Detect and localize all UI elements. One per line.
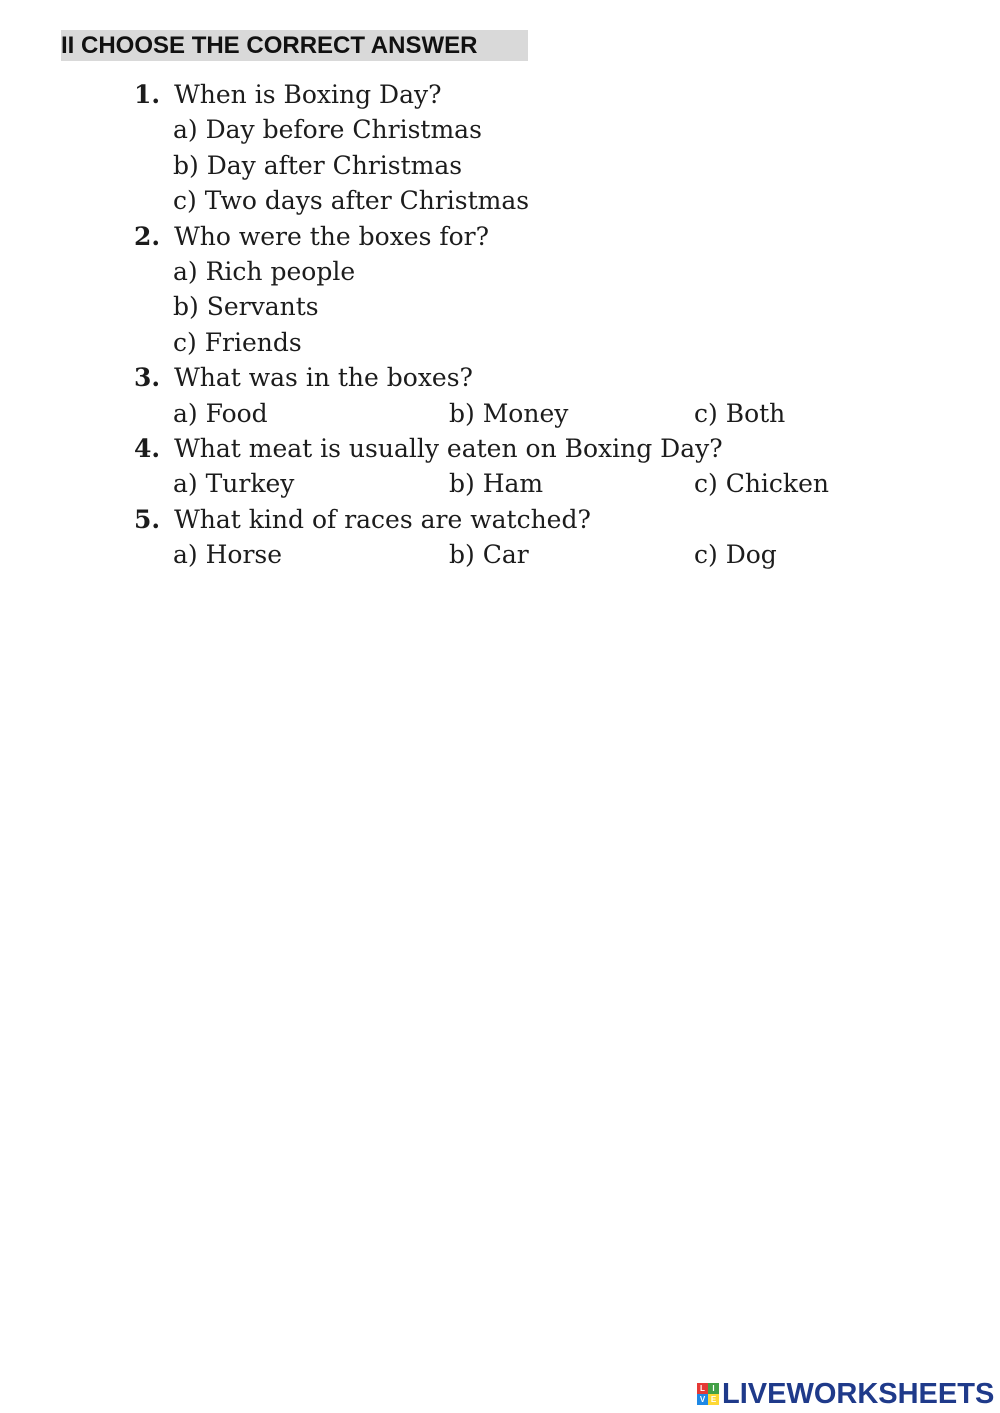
question-number: 1. [134, 80, 161, 109]
logo-mark-letter: V [697, 1394, 708, 1405]
option-4c[interactable]: c) Chicken [694, 469, 829, 498]
option-1a[interactable]: a) Day before Christmas [173, 115, 482, 144]
question-number: 5. [134, 505, 161, 534]
option-1b[interactable]: b) Day after Christmas [173, 151, 463, 180]
option-3b[interactable]: b) Money [449, 399, 569, 428]
option-2c[interactable]: c) Friends [173, 328, 302, 357]
option-2b[interactable]: b) Servants [173, 292, 319, 321]
question-number: 4. [134, 434, 161, 463]
option-5a[interactable]: a) Horse [173, 540, 283, 569]
question-text: When is Boxing Day? [174, 80, 442, 109]
option-5c[interactable]: c) Dog [694, 540, 777, 569]
liveworksheets-logo [697, 1379, 994, 1409]
logo-mark-letter: E [708, 1394, 719, 1405]
question-4 [134, 433, 723, 465]
logo-mark-letter: I [708, 1383, 719, 1394]
question-2 [134, 221, 489, 253]
section-heading: II CHOOSE THE CORRECT ANSWER [61, 30, 528, 61]
question-5 [134, 504, 591, 536]
option-5b[interactable]: b) Car [449, 540, 529, 569]
logo-mark-letter: L [697, 1383, 708, 1394]
option-3c[interactable]: c) Both [694, 399, 786, 428]
question-text: What was in the boxes? [174, 363, 473, 392]
logo-text: LIVEWORKSHEETS [722, 1377, 995, 1410]
logo-icon [697, 1383, 719, 1405]
option-3a[interactable]: a) Food [173, 399, 268, 428]
option-4b[interactable]: b) Ham [449, 469, 544, 498]
option-4a[interactable]: a) Turkey [173, 469, 295, 498]
question-text: What kind of races are watched? [174, 505, 591, 534]
question-text: What meat is usually eaten on Boxing Day? [174, 434, 723, 463]
question-1 [134, 79, 442, 111]
question-number: 3. [134, 363, 161, 392]
option-1c[interactable]: c) Two days after Christmas [173, 186, 530, 215]
question-3 [134, 362, 473, 394]
question-text: Who were the boxes for? [174, 222, 490, 251]
question-number: 2. [134, 222, 161, 251]
option-2a[interactable]: a) Rich people [173, 257, 356, 286]
